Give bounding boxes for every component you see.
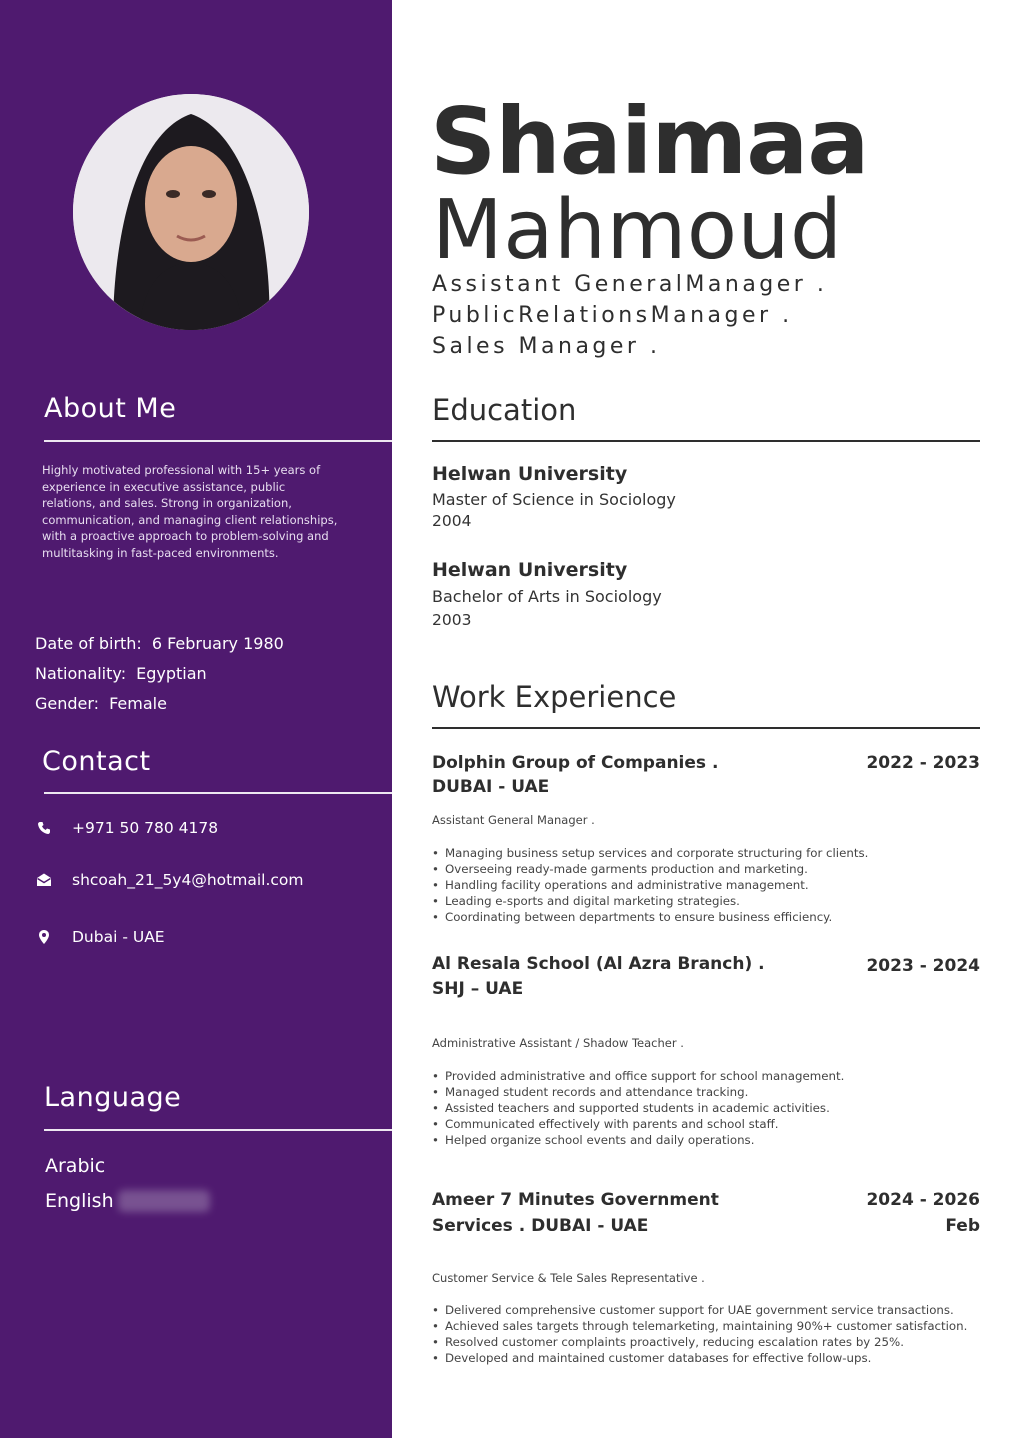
contact-heading: Contact (42, 746, 151, 777)
job-3-dates-note: Feb (945, 1216, 980, 1236)
language-arabic: Arabic (45, 1155, 106, 1177)
job-2-location: SHJ – UAE (432, 979, 524, 999)
profile-photo-illustration (73, 94, 309, 330)
job-1-bullet: • Handling facility operations and administrative management. (432, 877, 868, 893)
phone-text: +971 50 780 4178 (72, 819, 219, 837)
email-text: shcoah_21_5y4@hotmail.com (72, 871, 304, 889)
about-text: Highly motivated professional with 15+ years of experience in executive assistance, public relations, and sales. Strong in organization, communication, and managing client relationships, with a proactive approach to problem-solving and multitasking in fast-paced environments. (42, 463, 338, 560)
location-text: Dubai - UAE (72, 928, 165, 946)
job-1-bullet: • Managing business setup services and corporate structuring for clients. (432, 845, 868, 861)
job-3-company: Ameer 7 Minutes Government (432, 1190, 719, 1210)
gender-value: Female (109, 694, 167, 713)
work-heading: Work Experience (432, 680, 677, 714)
contact-phone[interactable] (36, 819, 218, 837)
job-3-bullet: • Delivered comprehensive customer support for UAE government service transactions. (432, 1302, 967, 1318)
location-pin-icon (36, 929, 52, 945)
contact-divider (44, 792, 392, 794)
edu-2-school: Helwan University (432, 559, 628, 581)
job-title-1: Assistant GeneralManager . (432, 272, 828, 297)
contact-email[interactable] (36, 871, 303, 889)
job-2-bullet: • Helped organize school events and daily operations. (432, 1132, 844, 1148)
sidebar (0, 0, 392, 1438)
job-2-bullet: • Managed student records and attendance tracking. (432, 1084, 844, 1100)
edu-1-school: Helwan University (432, 463, 628, 485)
work-divider (432, 727, 980, 729)
nationality-value: Egyptian (136, 664, 207, 683)
job-1-location: DUBAI - UAE (432, 777, 550, 797)
job-2-role: Administrative Assistant / Shadow Teacher . (432, 1036, 684, 1050)
job-3-bullets (432, 1302, 967, 1366)
edu-1-year: 2004 (432, 512, 472, 530)
job-2-company: Al Resala School (Al Azra Branch) . (432, 954, 765, 974)
mail-icon (36, 872, 52, 888)
job-2-bullet: • Assisted teachers and supported students in academic activities. (432, 1100, 844, 1116)
job-2-bullets (432, 1068, 844, 1148)
job-1-bullet: • Leading e-sports and digital marketing strategies. (432, 893, 868, 909)
about-divider (44, 440, 392, 442)
job-3-bullet: • Developed and maintained customer databases for effective follow-ups. (432, 1350, 967, 1366)
dob-row (35, 634, 284, 653)
profile-photo (73, 94, 309, 330)
gender-row (35, 694, 167, 713)
name-first: Shaimaa (430, 88, 869, 195)
job-3-bullet: • Achieved sales targets through telemarketing, maintaining 90%+ customer satisfaction. (432, 1318, 967, 1334)
education-heading: Education (432, 393, 577, 427)
dob-value: 6 February 1980 (151, 634, 284, 653)
education-divider (432, 440, 980, 442)
job-title-3: Sales Manager . (432, 334, 661, 359)
job-1-bullet: • Coordinating between departments to ensure business efficiency. (432, 909, 868, 925)
language-heading: Language (44, 1082, 182, 1113)
job-1-dates: 2022 - 2023 (866, 753, 980, 773)
edu-2-degree: Bachelor of Arts in Sociology (432, 587, 662, 606)
about-heading: About Me (44, 393, 177, 424)
edu-2-year: 2003 (432, 611, 472, 629)
contact-location (36, 928, 165, 946)
gender-label: Gender: (35, 694, 100, 713)
job-2-bullet: • Provided administrative and office support for school management. (432, 1068, 844, 1084)
dob-label: Date of birth: (35, 634, 142, 653)
nationality-label: Nationality: (35, 664, 127, 683)
job-3-dates: 2024 - 2026 (866, 1190, 980, 1210)
language-english: English (45, 1190, 114, 1212)
job-3-bullet: • Resolved customer complaints proactively, reducing escalation rates by 25%. (432, 1334, 967, 1350)
job-3-role: Customer Service & Tele Sales Representative . (432, 1271, 705, 1285)
edu-1-degree: Master of Science in Sociology (432, 490, 676, 509)
job-title-2: PublicRelationsManager . (432, 303, 793, 328)
job-1-bullets (432, 845, 868, 925)
job-3-location: Services . DUBAI - UAE (432, 1216, 649, 1236)
job-1-bullet: • Overseeing ready-made garments production and marketing. (432, 861, 868, 877)
phone-icon (36, 820, 52, 836)
job-1-role: Assistant General Manager . (432, 813, 595, 827)
job-2-dates: 2023 - 2024 (866, 956, 980, 976)
job-1-company: Dolphin Group of Companies . (432, 753, 719, 773)
nationality-row (35, 664, 207, 683)
redacted-blur (118, 1190, 210, 1212)
language-divider (44, 1129, 392, 1131)
job-2-bullet: • Communicated effectively with parents and school staff. (432, 1116, 844, 1132)
name-last: Mahmoud (432, 183, 843, 278)
